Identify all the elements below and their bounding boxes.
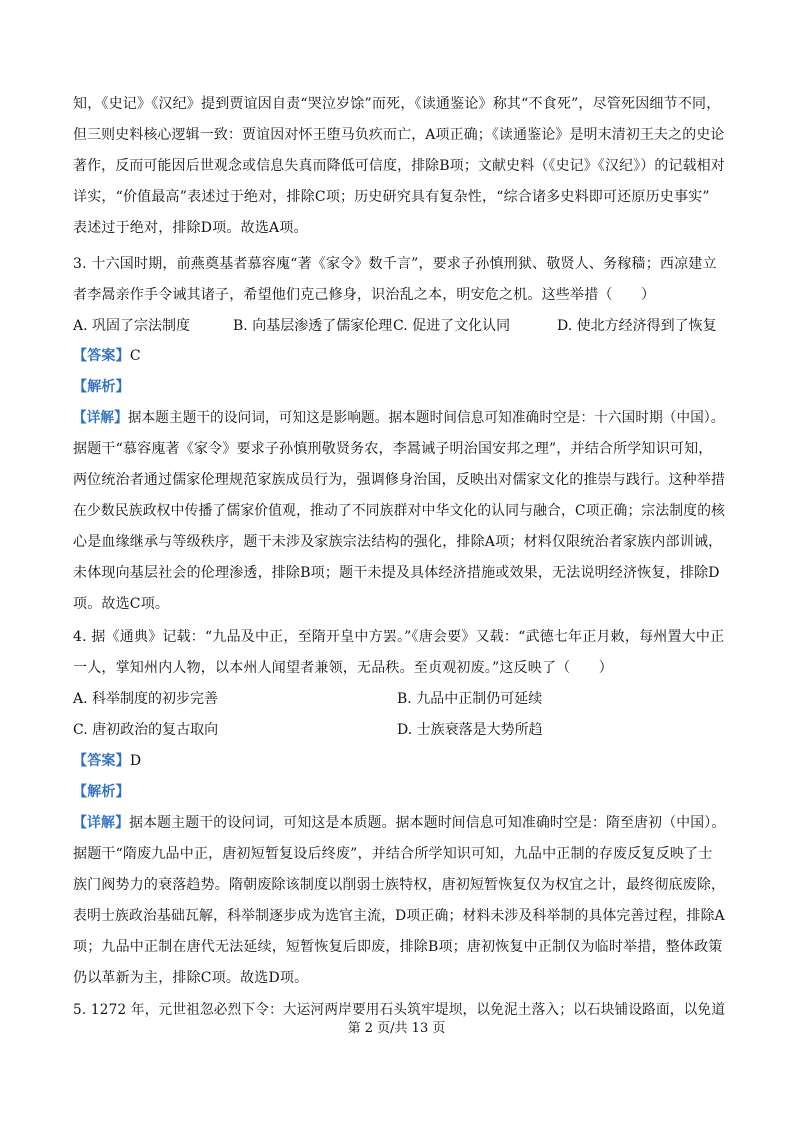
q4-option-a: A. 科举制度的初步完善 (73, 691, 219, 707)
q3-option-c: C. 促进了文化认同 (393, 318, 511, 334)
q4-detail-line: 族门阀势力的衰落趋势。隋朝废除该制度以削弱士族特权，唐初短暂恢复仅为权宜之计，最终彻底废除， (73, 877, 726, 893)
detail-tag: 【详解】 (73, 410, 128, 426)
answer-tag: 【答案】 (73, 348, 130, 364)
q3-analysis-tag (73, 377, 130, 397)
q3-detail-line: 在少数民族政权中传播了儒家价值观，推动了不同族群对中华文化的认同与融合，C项正确；宗法制度的核 (73, 503, 726, 519)
text-line: 知，《史记》《汉纪》提到贾谊因自责“哭泣岁馀”而死，《读通鉴论》称其“不食死”，尽管死因细节不同， (73, 96, 721, 112)
q3-option-d: D. 使北方经济得到了恢复 (557, 318, 717, 334)
analysis-tag: 【解析】 (73, 379, 130, 395)
q3-detail-line: 项。故选C项。 (73, 596, 170, 612)
q3-detail-line: 未体现向基层社会的伦理渗透，排除B项；题干未提及具体经济措施或效果，无法说明经济恢复，排除D (73, 565, 720, 581)
question-4-stem: 4. 据《通典》记载：“九品及中正，至隋开皇中方罢。”《唐会要》又载：“武德七年正月敕，每州置大中正 (73, 629, 725, 645)
q4-detail-line (73, 813, 725, 833)
detail-text: 据本题主题干的设问词，可知这是影响题。据本题时间信息可知准确时空是：十六国时期（中国）。 (127, 410, 725, 426)
text-line: 表述过于绝对，排除D项。故选A项。 (73, 220, 308, 236)
q4-detail-line: 表明士族政治基础瓦解，科举制逐步成为选官主流，D项正确；材料未涉及科举制的具体完善过程，排除A (73, 908, 725, 924)
q3-detail-line: 据题干“慕容廆著《家令》要求子孙慎刑敬贤务农，李暠诫子明治国安邦之理”，并结合所学知识可知， (73, 441, 713, 457)
analysis-tag: 【解析】 (73, 784, 130, 800)
answer-tag: 【答案】 (73, 753, 130, 769)
text-line: 著作，反而可能因后世观念或信息失真而降低可信度，排除B项；文献史料（《史记》《汉纪》）的记载相对 (73, 158, 725, 174)
q3-answer (73, 346, 141, 366)
q4-answer (73, 751, 141, 771)
q4-option-d: D. 士族衰落是大势所趋 (397, 722, 543, 738)
question-5-stem: 5. 1272 年，元世祖忽必烈下令：大运河两岸要用石头筑牢堤坝，以免泥土落入；以石块铺设路面，以免道 (73, 1002, 726, 1018)
q3-detail-line (73, 408, 725, 428)
question-4-stem: 一人，掌知州内人物，以本州人闻望者兼领，无品秩。至贞观初废。”这反映了（ ） (73, 660, 613, 676)
text-line: 详实，“价值最高”表述过于绝对，排除C项；历史研究具有复杂性，“综合诸多史料即可还原历史事实” (73, 189, 710, 205)
q4-detail-line: 项；九品中正制在唐代无法延续，短暂恢复后即废，排除B项；唐初恢复中正制仅为临时举措，整体政策 (73, 939, 723, 955)
question-3-stem: 者李暠亲作手令诫其诸子，希望他们克己修身，识治乱之本，明安危之机。这些举措（ ） (73, 287, 656, 303)
text-line: 但三则史料核心逻辑一致：贾谊因对怀王堕马负疚而亡，A项正确；《读通鉴论》是明末清初王夫之的史论 (73, 127, 725, 143)
q4-option-c: C. 唐初政治的复古取向 (73, 722, 219, 738)
q3-detail-line: 心是血缘继承与等级秩序，题干未涉及家族宗法结构的强化，排除A项；材料仅限统治者家族内部训诫， (73, 534, 723, 550)
q4-option-b: B. 九品中正制仍可延续 (397, 691, 543, 707)
page-footer: 第 2 页/共 13 页 (347, 1021, 446, 1036)
answer-value: C (129, 348, 141, 364)
q4-detail-line: 据题干“隋废九品中正，唐初短暂复设后终废”，并结合所学知识可知，九品中正制的存废反复反映了士 (73, 846, 713, 862)
q4-analysis-tag (73, 782, 130, 802)
detail-tag: 【详解】 (73, 815, 130, 831)
q3-option-a: A. 巩固了宗法制度 (73, 318, 191, 334)
answer-value: D (129, 753, 142, 769)
detail-text: 据本题主题干的设问词，可知这是本质题。据本题时间信息可知准确时空是：隋至唐初（中国）。 (129, 815, 726, 831)
q3-detail-line: 两位统治者通过儒家伦理规范家族成员行为，强调修身治国，反映出对儒家文化的推崇与践行。这种举措 (73, 472, 726, 488)
q3-option-b: B. 向基层渗透了儒家伦理 (233, 318, 393, 334)
question-3-stem: 3. 十六国时期，前燕奠基者慕容廆“著《家令》数千言”，要求子孙慎刑狱、敬贤人、务稼穑；西凉建立 (73, 256, 717, 272)
q4-detail-line: 仍以革新为主，排除C项。故选D项。 (73, 970, 309, 986)
